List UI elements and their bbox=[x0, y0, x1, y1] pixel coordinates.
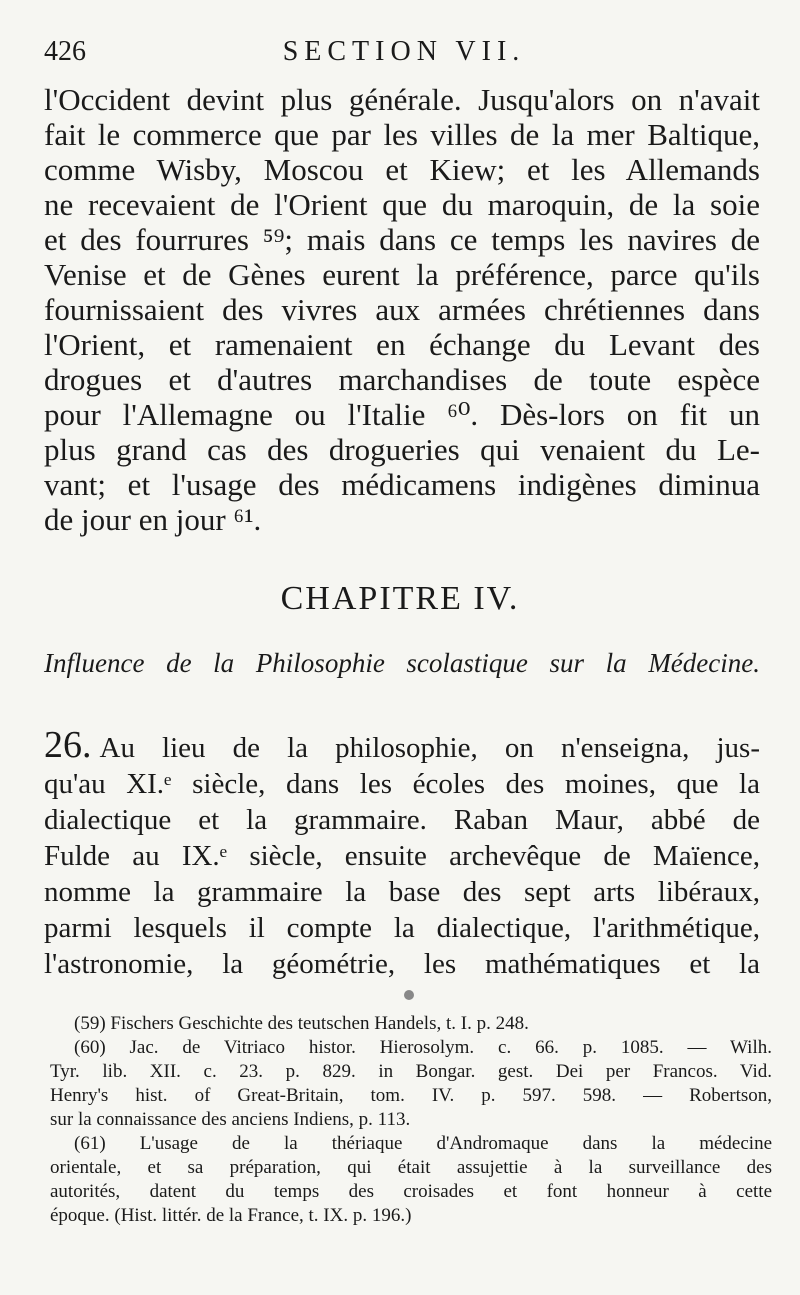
page-number: 426 bbox=[44, 36, 86, 67]
footnote-line: (59) Fischers Geschichte des teutschen Handels, t. I. p. 248. bbox=[74, 1013, 529, 1034]
chapter-title: CHAPITRE IV. bbox=[280, 580, 520, 617]
section-number: 26. bbox=[44, 724, 92, 766]
body-line: pour l'Allemagne ou l'Italie ⁶⁰. Dès-lors on fit un bbox=[44, 397, 760, 432]
body-line: l'Orient, et ramenaient en échange du Levant des bbox=[44, 327, 760, 362]
footnotes bbox=[50, 1012, 772, 1228]
body-line: ne recevaient de l'Orient que du maroquin, de la soie bbox=[44, 187, 760, 222]
body-line: plus grand cas des drogueries qui venaient du Le- bbox=[44, 432, 760, 467]
body-line: comme Wisby, Moscou et Kiew; et les Allemands bbox=[44, 152, 760, 187]
body-line: l'Occident devint plus générale. Jusqu'alors on n'avait bbox=[44, 82, 760, 117]
footnote-line: autorités, datent du temps des croisades et font honneur à cette bbox=[50, 1181, 772, 1202]
body-line: et des fourrures ⁵⁹; mais dans ce temps les navires de bbox=[44, 222, 760, 257]
footnote-line: Tyr. lib. XII. c. 23. p. 829. in Bongar. gest. Dei per Francos. Vid. bbox=[50, 1061, 772, 1082]
section-line: parmi lesquels il compte la dialectique, l'arithmétique, bbox=[44, 912, 760, 944]
section-paragraph bbox=[44, 724, 760, 982]
section-first-line bbox=[44, 724, 760, 766]
body-line: de jour en jour ⁶¹. bbox=[44, 502, 262, 537]
section-line: nomme la grammaire la base des sept arts libéraux, bbox=[44, 876, 760, 908]
footnote-line: sur la connaissance des anciens Indiens, p. 113. bbox=[50, 1109, 411, 1130]
footnote-line: (60) Jac. de Vitriaco histor. Hierosolym. c. 66. p. 1085. — Wilh. bbox=[74, 1037, 772, 1058]
body-line: vant; et l'usage des médicamens indigènes diminua bbox=[44, 467, 760, 502]
section-line: Fulde au IX.ᵉ siècle, ensuite archevêque de Maïence, bbox=[44, 840, 760, 872]
footnote-line: époque. (Hist. littér. de la France, t. IX. p. 196.) bbox=[50, 1205, 412, 1226]
running-head: SECTION VII. bbox=[282, 36, 526, 67]
section-line: l'astronomie, la géométrie, les mathématiques et la bbox=[44, 948, 760, 980]
page-header bbox=[44, 30, 764, 70]
body-line: drogues et d'autres marchandises de toute espèce bbox=[44, 362, 760, 397]
body-paragraph bbox=[44, 82, 760, 537]
chapter-subtitle: Influence de la Philosophie scolastique sur la Médecine. bbox=[44, 648, 760, 678]
section-line: dialectique et la grammaire. Raban Maur, abbé de bbox=[44, 804, 760, 836]
footnote-line: orientale, et sa préparation, qui était assujettie à la surveillance des bbox=[50, 1157, 772, 1178]
ornament-dot bbox=[404, 990, 414, 1000]
section-line: qu'au XI.ᵉ siècle, dans les écoles des moines, que la bbox=[44, 768, 760, 800]
body-line: fait le commerce que par les villes de la mer Baltique, bbox=[44, 117, 760, 152]
body-line: fournissaient des vivres aux armées chrétiennes dans bbox=[44, 292, 760, 327]
section-line: Au lieu de la philosophie, on n'enseigna, jus- bbox=[99, 732, 760, 764]
footnote-line: (61) L'usage de la thériaque d'Andromaque dans la médecine bbox=[74, 1133, 772, 1154]
footnote-line: Henry's hist. of Great-Britain, tom. IV. p. 597. 598. — Robertson, bbox=[50, 1085, 772, 1106]
body-line: Venise et de Gènes eurent la préférence, parce qu'ils bbox=[44, 257, 760, 292]
